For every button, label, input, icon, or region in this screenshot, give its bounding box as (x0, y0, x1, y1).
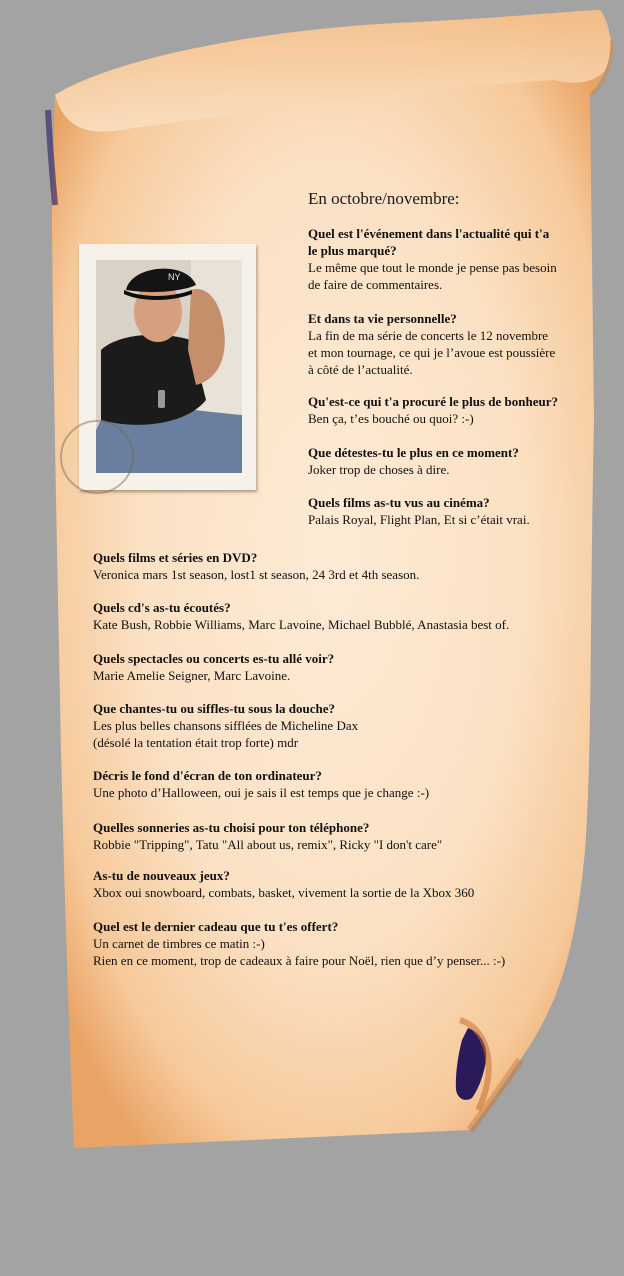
answer: Un carnet de timbres ce matin :-) Rien en ce moment, trop de cadeaux à faire pour Noël, rien que d’y penser... :-) (93, 936, 506, 968)
question: Quels cd's as-tu écoutés? (93, 600, 231, 615)
answer: Les plus belles chansons sifflées de Micheline Dax (désolé la tentation était trop forte) mdr (93, 718, 359, 750)
question: Et dans ta vie personnelle? (308, 311, 457, 326)
question: Quelles sonneries as-tu choisi pour ton téléphone? (93, 820, 370, 835)
question: Quel est le dernier cadeau que tu t'es offert? (93, 919, 339, 934)
qa-item-vie-personnelle (308, 310, 598, 378)
question: Qu'est-ce qui t'a procuré le plus de bonheur? (308, 394, 559, 409)
qa-item-fond-ecran (93, 767, 593, 801)
answer: Xbox oui snowboard, combats, basket, vivement la sortie de la Xbox 360 (93, 885, 475, 900)
answer: Marie Amelie Seigner, Marc Lavoine. (93, 668, 291, 683)
answer: Le même que tout le monde je pense pas besoin de faire de commentaires. (308, 260, 557, 292)
question: Décris le fond d'écran de ton ordinateur? (93, 768, 322, 783)
qa-item-sonneries (93, 819, 593, 853)
svg-text:NY: NY (168, 272, 181, 282)
answer: Une photo d’Halloween, oui je sais il est temps que je change :-) (93, 785, 430, 800)
postmark-stamp (60, 420, 134, 494)
answer: Palais Royal, Flight Plan, Et si c’était vrai. (308, 512, 530, 527)
question: Que chantes-tu ou siffles-tu sous la douche? (93, 701, 335, 716)
answer: Kate Bush, Robbie Williams, Marc Lavoine, Michael Bubblé, Anastasia best of. (93, 617, 510, 632)
answer: Robbie "Tripping", Tatu "All about us, remix", Ricky "I don't care" (93, 837, 443, 852)
qa-item-cinema (308, 494, 598, 528)
question: Quels spectacles ou concerts es-tu allé voir? (93, 651, 335, 666)
question: Quels films as-tu vus au cinéma? (308, 495, 490, 510)
qa-item-cds (93, 599, 593, 633)
qa-item-cadeau (93, 918, 593, 969)
qa-item-deteste (308, 444, 598, 478)
question: As-tu de nouveaux jeux? (93, 868, 230, 883)
answer: Joker trop de choses à dire. (308, 462, 450, 477)
qa-item-douche (93, 700, 593, 751)
answer: La fin de ma série de concerts le 12 novembre et mon tournage, ce qui je l’avoue est poussière à côté de l’actualité. (308, 328, 556, 377)
answer: Veronica mars 1st season, lost1 st season, 24 3rd et 4th season. (93, 567, 420, 582)
question: Que détestes-tu le plus en ce moment? (308, 445, 519, 460)
question: Quels films et séries en DVD? (93, 550, 258, 565)
qa-item-dvd (93, 549, 593, 583)
qa-item-jeux (93, 867, 593, 901)
qa-item-actualite (308, 225, 588, 293)
qa-item-spectacles (93, 650, 593, 684)
answer: Ben ça, t’es bouché ou quoi? :-) (308, 411, 474, 426)
question: Quel est l'événement dans l'actualité qui t'a le plus marqué? (308, 226, 550, 258)
section-heading: En octobre/novembre: (308, 189, 460, 208)
qa-item-bonheur (308, 393, 598, 427)
